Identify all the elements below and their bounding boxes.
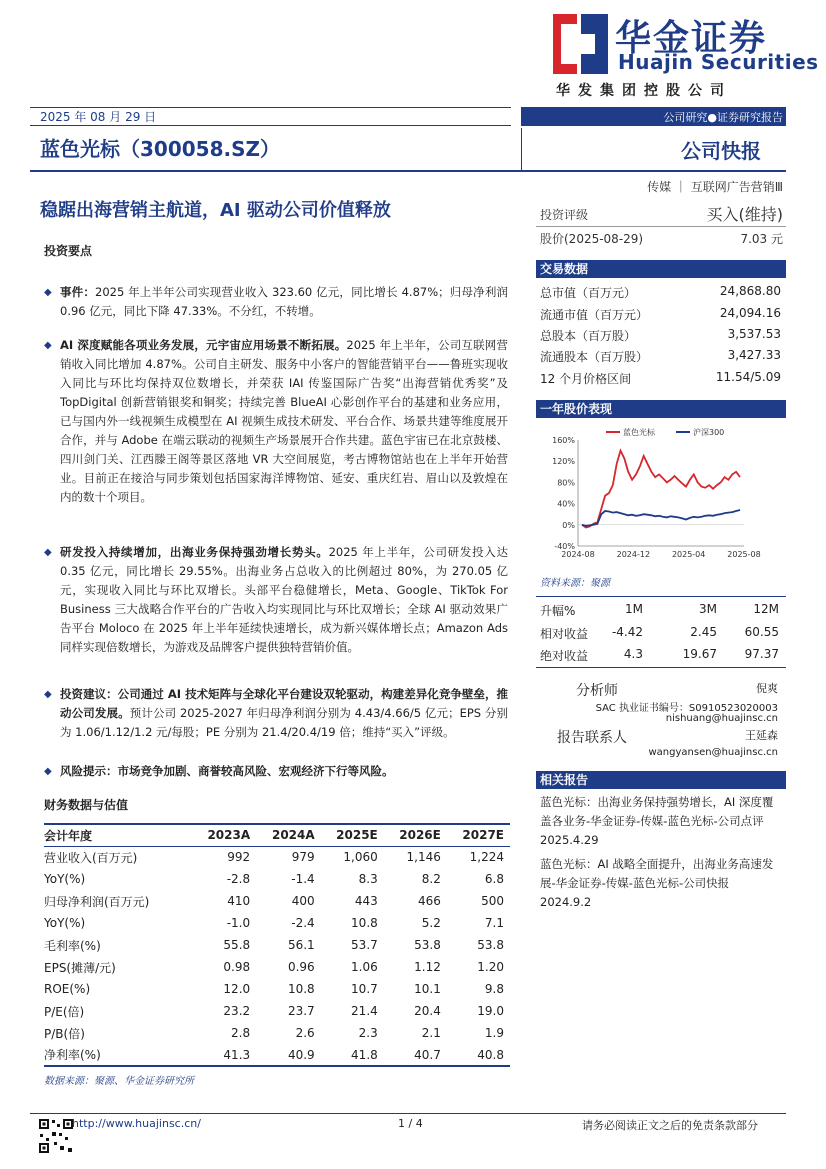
table-cell: -2.8 xyxy=(226,872,251,886)
table-header-row xyxy=(44,824,510,846)
title-rule xyxy=(30,170,786,172)
table-cell: 1,060 xyxy=(343,850,378,865)
paragraph-text: 2025 年上半年，公司互联网营销收入同比增加 4.87%。公司自主研发、服务中小客户的智能营销平台——鲁班实现收入同比与环比均保持双位数增长，并荣获 IAI 传鉴国际广告奖“出海营销优秀奖”及 TopDigital 创新营销银奖和铜奖；持续完善 BlueAI 心影创作平台的基建和业务应用，已与国内外一线视频生成模型在 AI 视频生成技术研发、平台合作、场景共建等维度展开合作，并与 Adobe 在端云联动的视频生产场景展开合作共建。蓝色宇宙已在北京鼓楼、四川剑门关、江西滕王阁等景区落地 VR 大空间展览，考古博物馆站也在上半年开始营业。目前正在接洽与同步策划包括国家海洋博物馆、延安、重庆红岩、眉山以及敦煌在内的数十个项目。 xyxy=(60,338,508,504)
trade-value: 3,427.33 xyxy=(727,348,781,362)
chart-source: 资料来源：聚源 xyxy=(540,578,610,589)
legend-label: 蓝色光标 xyxy=(623,428,655,437)
huajin-logo-icon xyxy=(553,14,608,74)
trade-value: 24,868.80 xyxy=(719,284,781,298)
table-cell: -2.4 xyxy=(291,916,315,930)
table-cell: 1.06 xyxy=(351,960,378,974)
paragraph-advice xyxy=(44,685,508,742)
row-label: 净利率(%) xyxy=(44,1044,192,1066)
table-cell: 2.1 xyxy=(421,1026,441,1040)
table-cell: 23.2 xyxy=(223,1004,251,1018)
y-tick-label: 160% xyxy=(552,436,575,445)
row-label: 毛利率(%) xyxy=(44,938,101,953)
table-cell: 10.7 xyxy=(351,982,378,996)
table-row xyxy=(44,934,510,956)
trade-row xyxy=(540,284,781,301)
diamond-bullet-icon: ◆ xyxy=(44,689,52,700)
row-label: 归母净利润(百万元) xyxy=(44,894,150,909)
contact-name: 王延森 xyxy=(745,729,778,742)
table-cell: 53.7 xyxy=(351,938,378,952)
table-row xyxy=(44,978,510,1000)
paragraph-event xyxy=(44,283,508,321)
headline: 稳踞出海营销主航道，AI 驱动公司价值释放 xyxy=(40,200,391,221)
column-header: 2025E xyxy=(321,824,384,846)
paragraph-text: 预计公司 2025-2027 年归母净利润分别为 4.43/4.66/5 亿元；EPS 分别为 1.06/1.12/1.2 元/每股；PE 分别为 21.4/20.4/19 倍；维持“买入”评级。 xyxy=(60,706,508,739)
paragraph-lead: AI 深度赋能各项业务发展，元宇宙应用场景不断拓展。 xyxy=(60,338,347,352)
table-row xyxy=(44,890,510,912)
trade-row xyxy=(540,370,781,387)
divider xyxy=(536,596,786,597)
row-label: EPS(摊薄/元) xyxy=(44,960,116,975)
related-reports-title: 相关报告 xyxy=(536,771,786,789)
group-name: 华发集团控股公司 xyxy=(556,83,732,99)
column-header: 会计年度 xyxy=(44,824,192,846)
row-label: 营业收入(百万元) xyxy=(44,850,138,865)
table-cell: 0.96 xyxy=(287,960,315,974)
trade-key: 流通股本（百万股） xyxy=(540,350,649,364)
perf-label: 绝对收益 xyxy=(540,649,589,663)
table-cell: 443 xyxy=(354,894,378,908)
perf-value: 97.37 xyxy=(744,647,779,661)
table-cell: 40.8 xyxy=(447,1044,510,1066)
analyst-email[interactable]: nishuang@huajinsc.cn xyxy=(665,713,778,724)
table-cell: 2.3 xyxy=(358,1026,378,1040)
footer-disclaimer: 请务必阅读正文之后的免责条款部分 xyxy=(582,1119,758,1132)
y-tick-label: 0% xyxy=(562,520,575,530)
table-cell: 53.8 xyxy=(477,938,504,952)
related-report-link[interactable]: 蓝色光标：出海业务保持强势增长，AI 深度覆盖各业务-华金证券-传媒-蓝色光标-公司点评 2025.4.29 xyxy=(540,795,774,847)
y-tick-label: 40% xyxy=(557,499,575,509)
column-header: 2027E xyxy=(447,824,510,846)
table-row xyxy=(44,1000,510,1022)
row-label: YoY(%) xyxy=(44,872,86,886)
perf-value: 2.45 xyxy=(690,625,717,639)
analyst-name: 倪爽 xyxy=(756,682,778,695)
table-cell: 8.3 xyxy=(358,872,378,886)
price-label: 股价(2025-08-29) xyxy=(540,232,644,246)
paragraph-risk xyxy=(44,762,508,781)
column-header: 2023A xyxy=(192,824,257,846)
table-cell: 0.98 xyxy=(223,960,251,974)
page-number: 1 / 4 xyxy=(398,1117,423,1130)
perf-header: 3M xyxy=(699,602,717,616)
table-cell: 10.8 xyxy=(351,916,378,930)
paragraph-lead: 研发投入持续增加，出海业务保持强劲增长势头。 xyxy=(60,545,329,559)
trade-row xyxy=(540,327,781,344)
table-cell: 979 xyxy=(291,850,315,865)
table-cell: 1,224 xyxy=(469,850,504,865)
company-name: 蓝色光标（300058.SZ） xyxy=(40,137,280,161)
table-cell: 19.0 xyxy=(477,1004,504,1018)
paragraph-lead: 投资建议：公司通过 AI 技术矩阵与全球化平台建设双轮驱动，构建差异化竞争壁垒，推动公司发展。 xyxy=(60,687,508,720)
trade-value: 11.54/5.09 xyxy=(715,370,781,384)
table-cell: 40.9 xyxy=(256,1044,321,1066)
table-cell: 1.9 xyxy=(484,1026,504,1040)
column-header: 2024A xyxy=(256,824,321,846)
row-label: YoY(%) xyxy=(44,916,86,930)
trade-data-title: 交易数据 xyxy=(536,260,786,278)
report-category: 公司研究●证券研究报告 xyxy=(663,111,783,124)
table-cell: 10.1 xyxy=(414,982,441,996)
y-tick-label: 80% xyxy=(557,478,575,488)
perf-value: 4.3 xyxy=(623,647,643,661)
financial-table-title: 财务数据与估值 xyxy=(44,798,129,812)
table-cell: 55.8 xyxy=(223,938,251,952)
trade-key: 总市值（百万元） xyxy=(540,286,637,300)
divider xyxy=(536,226,786,227)
contact-label: 报告联系人 xyxy=(557,730,627,746)
header-divider xyxy=(521,128,522,170)
perf-header: 1M xyxy=(625,602,643,616)
stock-price-chart xyxy=(536,424,786,566)
row-label: P/B(倍) xyxy=(44,1026,85,1041)
related-report-link[interactable]: 蓝色光标：AI 战略全面提升，出海业务高速发展-华金证券-传媒-蓝色光标-公司快报 2024.9.2 xyxy=(540,857,774,909)
rating-label: 投资评级 xyxy=(540,208,589,222)
table-cell: 12.0 xyxy=(223,982,251,996)
table-cell: -1.4 xyxy=(291,872,315,886)
table-cell: 6.8 xyxy=(484,872,504,886)
brand-name-cn: 华金证券 xyxy=(615,18,768,59)
table-cell: 40.7 xyxy=(384,1044,447,1066)
table-cell: 21.4 xyxy=(351,1004,378,1018)
table-cell: 41.8 xyxy=(321,1044,384,1066)
perf-header: 12M xyxy=(753,602,779,616)
report-date: 2025 年 08 月 29 日 xyxy=(40,110,157,124)
key-points-title: 投资要点 xyxy=(44,244,93,258)
financial-table xyxy=(44,823,510,1067)
legend-label: 沪深300 xyxy=(693,428,725,437)
table-cell: -1.0 xyxy=(226,916,251,930)
contact-email[interactable]: wangyansen@huajinsc.cn xyxy=(648,747,778,758)
y-tick-label: -40% xyxy=(554,542,575,551)
x-tick-label: 2025-08 xyxy=(727,550,761,559)
analyst-label: 分析师 xyxy=(576,683,618,699)
table-cell: 5.2 xyxy=(421,916,441,930)
perf-header: 升幅% xyxy=(540,604,576,618)
table-row xyxy=(44,868,510,890)
perf-value: 60.55 xyxy=(744,625,779,639)
analyst-cert: SAC 执业证书编号：S0910523020003 xyxy=(595,703,778,714)
trade-row xyxy=(540,306,781,323)
financial-source: 数据来源：聚源、华金证券研究所 xyxy=(44,1076,194,1087)
industry-tag: 传媒 ｜ 互联网广告营销Ⅲ xyxy=(647,180,783,194)
table-cell: 2.6 xyxy=(295,1026,315,1040)
trade-row xyxy=(540,348,781,365)
table-cell: 466 xyxy=(417,894,441,908)
row-label: ROE(%) xyxy=(44,982,91,996)
paragraph-rnd xyxy=(44,543,508,657)
x-tick-label: 2024-08 xyxy=(561,550,595,559)
table-cell: 2.8 xyxy=(231,1026,251,1040)
table-cell: 53.8 xyxy=(414,938,441,952)
diamond-bullet-icon: ◆ xyxy=(44,766,52,777)
table-cell: 8.2 xyxy=(421,872,441,886)
table-cell: 410 xyxy=(227,894,251,908)
paragraph-ai xyxy=(44,336,508,507)
diamond-bullet-icon: ◆ xyxy=(44,287,52,298)
table-cell: 1.20 xyxy=(477,960,504,974)
column-header: 2026E xyxy=(384,824,447,846)
trade-value: 3,537.53 xyxy=(727,327,781,341)
table-cell: 56.1 xyxy=(287,938,315,952)
table-cell: 10.8 xyxy=(287,982,315,996)
diamond-bullet-icon: ◆ xyxy=(44,340,52,351)
paragraph-lead: 风险提示：市场竞争加剧、商誉较高风险、宏观经济下行等风险。 xyxy=(60,764,394,778)
divider xyxy=(536,667,786,668)
perf-label: 相对收益 xyxy=(540,627,589,641)
series-line xyxy=(582,510,740,526)
table-cell: 20.4 xyxy=(414,1004,441,1018)
rating-value: 买入(维持) xyxy=(706,205,783,224)
table-cell: 9.8 xyxy=(484,982,504,996)
table-cell: 7.1 xyxy=(484,916,504,930)
footer-url-link[interactable]: http://www.huajinsc.cn/ xyxy=(72,1117,201,1130)
trade-value: 24,094.16 xyxy=(719,306,781,320)
perf-value: -4.42 xyxy=(611,625,643,639)
row-label: P/E(倍) xyxy=(44,1004,85,1019)
rating-row xyxy=(540,206,783,223)
stock-performance-title: 一年股价表现 xyxy=(536,400,786,418)
perf-value: 19.67 xyxy=(682,647,717,661)
table-row xyxy=(44,846,510,868)
trade-key: 总股本（百万股） xyxy=(540,329,637,343)
table-cell: 1.12 xyxy=(414,960,441,974)
x-tick-label: 2025-04 xyxy=(671,550,706,559)
qr-code-icon xyxy=(38,1118,74,1154)
diamond-bullet-icon: ◆ xyxy=(44,547,52,558)
brand-name-en: Huajin Securities xyxy=(618,50,819,74)
table-row xyxy=(44,1044,510,1066)
paragraph-text: 2025 年上半年公司实现营业收入 323.60 亿元，同比增长 4.87%；归母净利润 0.96 亿元，同比下降 47.33%。不分红，不转增。 xyxy=(60,285,508,318)
table-cell: 41.3 xyxy=(192,1044,257,1066)
table-cell: 400 xyxy=(291,894,315,908)
table-row xyxy=(44,956,510,978)
report-type: 公司快报 xyxy=(681,139,761,163)
x-tick-label: 2024-12 xyxy=(616,550,651,559)
price-row xyxy=(540,230,783,247)
table-cell: 992 xyxy=(227,850,251,865)
price-value: 7.03 元 xyxy=(740,232,783,246)
footer-rule xyxy=(30,1113,786,1114)
table-row xyxy=(44,1022,510,1044)
table-row xyxy=(44,912,510,934)
table-cell: 1,146 xyxy=(406,850,441,865)
paragraph-text: 2025 年上半年，公司研发投入达 0.35 亿元，同比增长 29.55%。出海业务占总收入的比例超过 80%，为 270.05 亿元，实现收入同比与环比双增长。头部平台稳健增长，Meta、Google、TikTok For Business 三大战略合作平台的广告收入均实现同比与环比双增长；全球 AI 驱动效果广告平台 Moloco 在 2025 年上半年延续快速增长，成为新兴媒体增长点；Amazon Ads 同样实现倍数增长，为游戏及品牌客户提供独特营销价值。 xyxy=(60,545,508,654)
trade-key: 流通市值（百万元） xyxy=(540,308,649,322)
paragraph-lead: 事件： xyxy=(60,285,96,299)
table-cell: 23.7 xyxy=(287,1004,315,1018)
y-tick-label: 120% xyxy=(552,457,575,467)
trade-key: 12 个月价格区间 xyxy=(540,372,632,386)
table-cell: 500 xyxy=(481,894,504,908)
